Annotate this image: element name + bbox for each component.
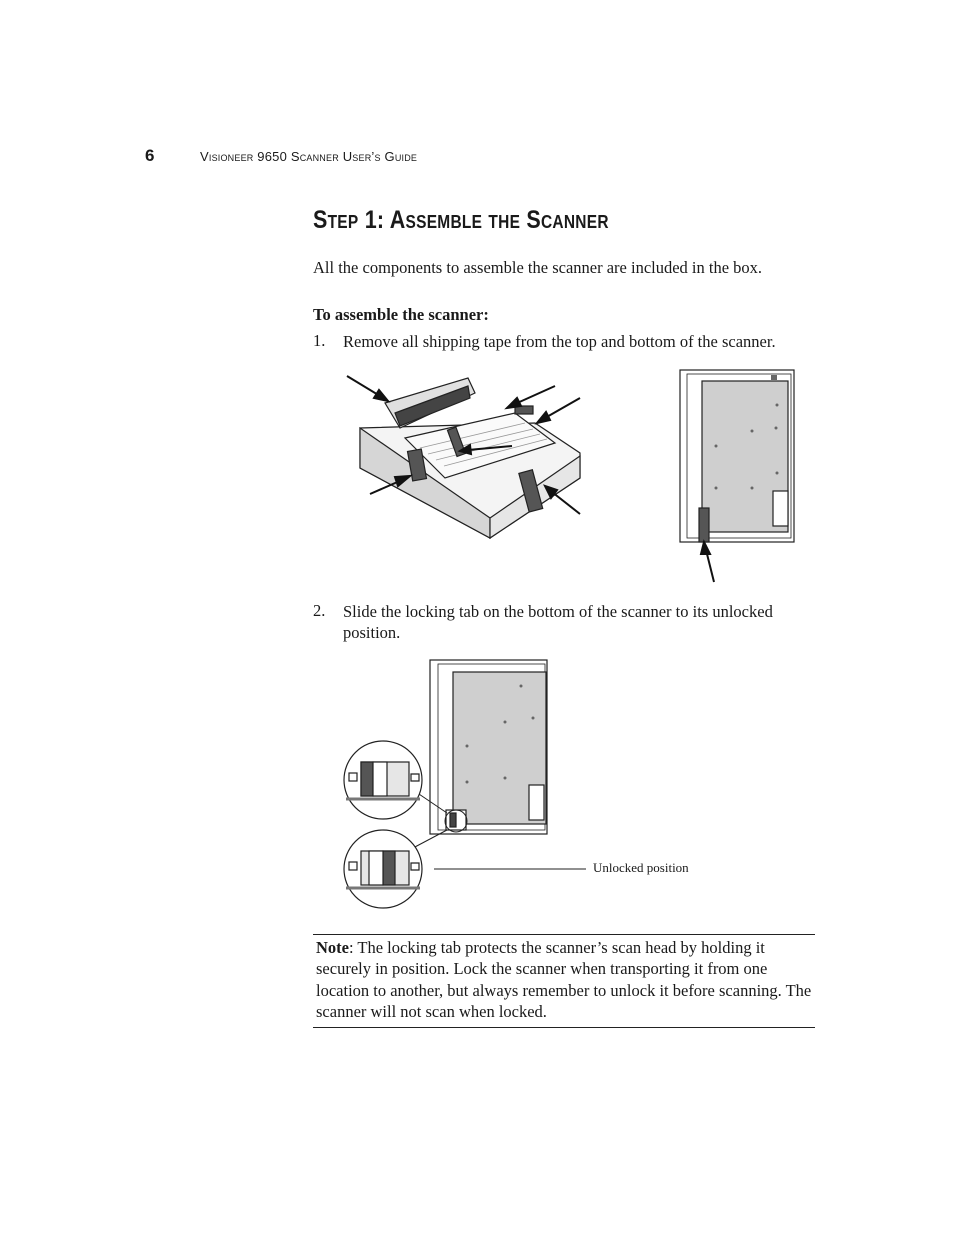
locking-tab-illustration bbox=[343, 658, 603, 910]
step-2-number: 2. bbox=[313, 601, 326, 620]
note-box bbox=[313, 934, 815, 1028]
unlocked-position-label: Unlocked position bbox=[593, 860, 689, 875]
running-title: Visioneer 9650 Scanner User’s Guide bbox=[200, 149, 418, 164]
step-2-text: Slide the locking tab on the bottom of the scanner to its unlocked position. bbox=[343, 602, 773, 642]
step-1-number: 1. bbox=[313, 331, 326, 350]
note-text: : The locking tab protects the scanner’s scan head by holding it securely in position. Lock the scanner when transporting it from one location to another, but always remember to unlock it before scanning. The scanner will not scan when locked. bbox=[316, 938, 812, 1021]
scanner-bottom-illustration bbox=[678, 368, 796, 584]
step-1-text: Remove all shipping tape from the top and bottom of the scanner. bbox=[343, 332, 776, 351]
procedure-heading: To assemble the scanner: bbox=[313, 305, 489, 324]
note-paragraph bbox=[316, 937, 812, 1022]
scanner-top-illustration bbox=[340, 368, 590, 548]
page-number: 6 bbox=[145, 146, 155, 165]
section-heading: Step 1: Assemble the Scanner bbox=[313, 206, 609, 234]
intro-paragraph: All the components to assemble the scanner are included in the box. bbox=[313, 258, 763, 277]
note-label: Note bbox=[316, 938, 349, 957]
